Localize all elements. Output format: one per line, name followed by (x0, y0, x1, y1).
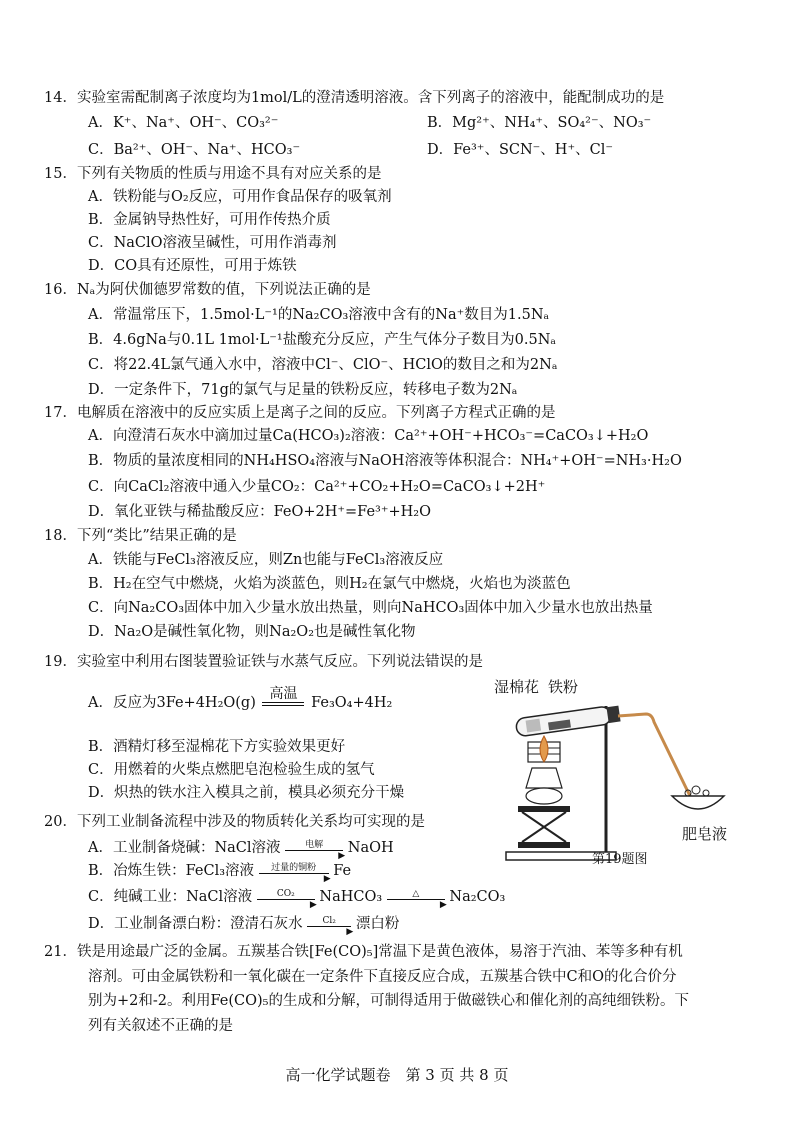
q18-option-a: A．铁能与FeCl₃溶液反应，则Zn也能与FeCl₃溶液反应 (88, 552, 444, 568)
q20-d-arrow: Cl₂ ▶ (307, 915, 351, 933)
label-iron-powder: 铁粉 (548, 678, 579, 696)
q20-c-intermediate: NaHCO₃ (319, 889, 383, 905)
q20-a-product: NaOH (347, 840, 394, 856)
q14-option-a: A．K⁺、Na⁺、OH⁻、CO₃²⁻ (88, 115, 279, 131)
q21-line-4: 列有关叙述不正确的是 (88, 1018, 233, 1034)
q14-option-b: B．Mg²⁺、NH₄⁺、SO₄²⁻、NO₃⁻ (427, 115, 652, 131)
q19-apparatus-figure (476, 676, 776, 866)
q15-option-a: A．铁粉能与O₂反应，可用作食品保存的吸氧剂 (88, 189, 392, 205)
q20-b-condition: 过量的铜粉 (271, 863, 317, 873)
q17-option-b: B．物质的量浓度相同的NH₄HSO₄溶液与NaOH溶液等体积混合：NH₄⁺+OH⁻=NH₃·H₂O (88, 453, 682, 469)
q21-line-3: 别为+2和-2。利用Fe(CO)₅的生成和分解，可制得适用于做磁铁心和催化剂的高纯细铁粉。下 (88, 993, 689, 1009)
q16-option-b: B．4.6gNa与0.1L 1mol·L⁻¹盐酸充分反应，产生气体分子数目为0.5Nₐ (88, 332, 557, 348)
q17-stem: 17．电解质在溶液中的反应实质上是离子之间的反应。下列离子方程式正确的是 (44, 405, 556, 421)
page-footer: 高一化学试题卷 第 3 页 共 8 页 (285, 1066, 509, 1084)
q19-stem: 19．实验室中利用右图装置验证铁与水蒸气反应。下列说法错误的是 (44, 654, 483, 670)
q16-option-c: C．将22.4L氯气通入水中，溶液中Cl⁻、ClO⁻、HClO的数目之和为2Nₐ (88, 357, 558, 373)
q20-a-condition: 电解 (305, 840, 324, 850)
q21-line-1: 21．铁是用途最广泛的金属。五羰基合铁[Fe(CO)₅]常温下是黄色液体，易溶于汽油、苯等多种有机 (44, 944, 683, 960)
q19-option-a (88, 686, 393, 714)
q16-option-d: D．一定条件下，71g的氯气与足量的铁粉反应，转移电子数为2Nₐ (88, 382, 518, 398)
q19-high-temp-equals (260, 686, 306, 714)
q15-option-b: B．金属钠导热性好，可用作传热介质 (88, 212, 331, 228)
q17-option-d: D．氧化亚铁与稀盐酸反应：FeO+2H⁺=Fe³⁺+H₂O (88, 504, 431, 520)
q17-option-a: A．向澄清石灰水中滴加过量Ca(HCO₃)₂溶液：Ca²⁺+OH⁻+HCO₃⁻=CaCO₃↓+H₂O (88, 428, 649, 444)
q20-c-product: Na₂CO₃ (449, 889, 506, 905)
q14-option-c: C．Ba²⁺、OH⁻、Na⁺、HCO₃⁻ (88, 142, 301, 158)
label-wet-cotton: 湿棉花 (494, 678, 540, 696)
q20-c-arrow-2: △ ▶ (387, 888, 445, 906)
q15-option-d: D．CO具有还原性，可用于炼铁 (88, 258, 297, 274)
q20-c-condition-1: CO₂ (276, 889, 295, 899)
q14-option-d: D．Fe³⁺、SCN⁻、H⁺、Cl⁻ (427, 142, 613, 158)
q20-option-b (88, 861, 352, 884)
q19-condition: 高温 (269, 686, 298, 702)
q20-b-start: B．冶炼生铁：FeCl₃溶液 (88, 863, 255, 879)
q20-option-c (88, 887, 506, 910)
q21-line-2: 溶剂。可由金属铁粉和一氧化碳在一定条件下直接反应合成，五羰基合铁中C和O的化合价分 (88, 969, 677, 985)
q20-b-product: Fe (333, 863, 352, 879)
label-soap-solution: 肥皂液 (682, 825, 728, 843)
q19-option-b: B．酒精灯移至湿棉花下方实验效果更好 (88, 739, 346, 755)
figure-caption: 第19题图 (592, 852, 648, 867)
q19-a-lhs: A．反应为3Fe+4H₂O(g) (88, 695, 256, 711)
q15-option-c: C．NaClO溶液呈碱性，可用作消毒剂 (88, 235, 337, 251)
q18-stem: 18．下列“类比”结果正确的是 (44, 528, 237, 544)
q20-stem: 20．下列工业制备流程中涉及的物质转化关系均可实现的是 (44, 814, 425, 830)
q20-c-start: C．纯碱工业：NaCl溶液 (88, 889, 253, 905)
q20-a-arrow: 电解 ▶ (285, 839, 343, 857)
q20-b-arrow: 过量的铜粉 ▶ (259, 862, 329, 880)
q16-stem: 16．Nₐ为阿伏伽德罗常数的值，下列说法正确的是 (44, 282, 371, 298)
q19-option-d: D．炽热的铁水注入模具之前，模具必须充分干燥 (88, 785, 405, 801)
q18-option-c: C．向Na₂CO₃固体中加入少量水放出热量，则向NaHCO₃固体中加入少量水也放出热量 (88, 600, 653, 616)
q14-stem: 14．实验室需配制离子浓度均为1mol/L的澄清透明溶液。含下列离子的溶液中，能配制成功的是 (44, 90, 665, 106)
q20-d-start: D．工业制备漂白粉：澄清石灰水 (88, 916, 303, 932)
q20-option-d (88, 914, 400, 937)
q15-stem: 15．下列有关物质的性质与用途不具有对应关系的是 (44, 166, 382, 182)
apparatus-drawing (476, 676, 776, 866)
q17-option-c: C．向CaCl₂溶液中通入少量CO₂：Ca²⁺+CO₂+H₂O=CaCO₃↓+2H⁺ (88, 479, 546, 495)
q20-c-arrow-1: CO₂ ▶ (257, 888, 315, 906)
q20-c-condition-2: △ (412, 889, 420, 899)
q19-option-c: C．用燃着的火柴点燃肥皂泡检验生成的氢气 (88, 762, 375, 778)
q20-d-product: 漂白粉 (355, 916, 400, 932)
q20-option-a (88, 838, 394, 861)
q20-a-start: A．工业制备烧碱：NaCl溶液 (88, 840, 281, 856)
q19-a-rhs: Fe₃O₄+4H₂ (311, 695, 393, 711)
q18-option-d: D．Na₂O是碱性氧化物，则Na₂O₂也是碱性氧化物 (88, 624, 416, 640)
q18-option-b: B．H₂在空气中燃烧，火焰为淡蓝色，则H₂在氯气中燃烧，火焰也为淡蓝色 (88, 576, 571, 592)
q20-d-condition: Cl₂ (322, 916, 336, 926)
q16-option-a: A．常温常压下，1.5mol·L⁻¹的Na₂CO₃溶液中含有的Na⁺数目为1.5Nₐ (88, 307, 550, 323)
